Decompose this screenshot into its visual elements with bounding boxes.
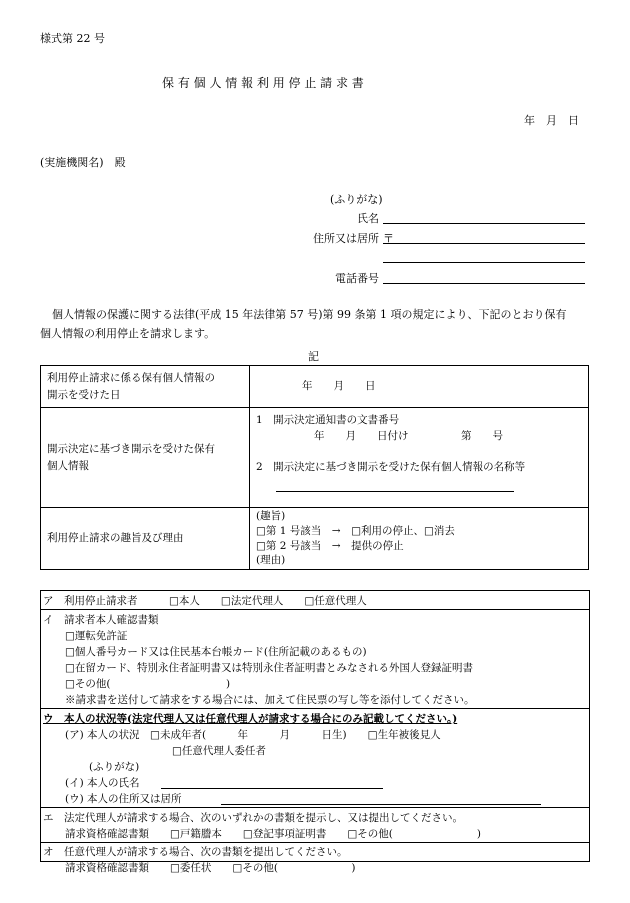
- section-u-heading: ウ 本人の状況等(法定代理人又は任意代理人が請求する場合にのみ記載してください。): [43, 713, 458, 725]
- requester-info-box: [40, 590, 590, 874]
- voluntary-agent-documents[interactable]: 請求資格確認書類 □委任状 □その他( ): [65, 862, 356, 874]
- table-row-purpose-reason: [41, 508, 589, 570]
- intro-text-line-1: 個人情報の保護に関する法律(平成 15 年法律第 57 号)第 99 条第 1 項の規定により、下記のとおり保有: [52, 308, 567, 321]
- row2-label: 開示決定に基づき開示を受けた保有 個人情報: [41, 408, 250, 508]
- row3-label: 利用停止請求の趣旨及び理由: [41, 508, 250, 570]
- section-o-heading: オ 任意代理人が請求する場合、次の書類を提出してください。: [43, 846, 348, 858]
- request-table: [40, 365, 589, 570]
- applicant-address-field-2[interactable]: [383, 262, 585, 263]
- page-title: 保 有 個 人 情 報 利 用 停 止 請 求 書: [162, 76, 364, 90]
- applicant-address-label: 住所又は居所: [313, 232, 379, 245]
- applicant-name-label: 氏名: [357, 212, 379, 225]
- applicant-phone-field[interactable]: [383, 283, 585, 284]
- mail-note: ※請求書を送付して請求をする場合には、加えて住民票の写し等を添付してください。: [65, 694, 475, 706]
- section-e-heading: エ 法定代理人が請求する場合、次のいずれかの書類を提示し、又は提出してください。: [43, 812, 463, 824]
- principal-name-label: (イ) 本人の氏名: [65, 777, 140, 789]
- principal-address-label: (ウ) 本人の住所又は居所: [65, 793, 182, 805]
- checkbox-voluntary-principal[interactable]: □任意代理人委任者: [172, 745, 266, 757]
- checkbox-mynumber-card[interactable]: □個人番号カード又は住民基本台帳カード(住所記載のあるもの): [65, 646, 367, 658]
- divider: [41, 609, 589, 610]
- divider: [41, 842, 589, 843]
- applicant-address-field[interactable]: [383, 243, 585, 244]
- row1-label: 利用停止請求に係る保有個人情報の 開示を受けた日: [41, 366, 250, 408]
- legal-agent-documents[interactable]: 請求資格確認書類 □戸籍謄本 □登記事項証明書 □その他( ): [65, 828, 481, 840]
- form-number: 様式第 22 号: [40, 32, 105, 45]
- addressee: (実施機関名) 殿: [40, 156, 126, 169]
- principal-status-line[interactable]: (ア) 本人の状況 □未成年者( 年 月 日生) □生年被後見人: [65, 729, 441, 741]
- principal-address-field[interactable]: [221, 804, 541, 805]
- checkbox-residence-card[interactable]: □在留カード、特別永住者証明書又は特別永住者証明書とみなされる外国人登録証明書: [65, 662, 473, 674]
- intro-text-line-2: 個人情報の利用停止を請求します。: [40, 327, 216, 340]
- section-i-heading: イ 請求者本人確認書類: [43, 614, 159, 626]
- divider: [41, 708, 589, 709]
- postal-mark: 〒: [383, 232, 394, 245]
- row3-value[interactable]: (趣旨) □第 1 号該当 → □利用の停止、□消去 □第 2 号該当 → 提供の停止 (理由): [250, 508, 589, 570]
- table-row-disclosed-info: [41, 408, 589, 508]
- row2-value[interactable]: 1 開示決定通知書の文書番号 年 月 日付け 第 号 2 開示決定に基づき開示を受けた保有個人情報の名称等: [250, 408, 589, 508]
- checkbox-drivers-license[interactable]: □運転免許証: [65, 630, 128, 642]
- table-row-disclosure-date: [41, 366, 589, 408]
- date-line: 年 月 日: [524, 114, 579, 127]
- info-name-field[interactable]: [276, 485, 514, 492]
- checkbox-other-id[interactable]: □その他( ): [65, 678, 231, 690]
- applicant-name-field[interactable]: [383, 223, 585, 224]
- applicant-furigana-label: (ふりがな): [330, 193, 383, 206]
- principal-name-field[interactable]: [161, 788, 383, 789]
- section-a-line: ア 利用停止請求者 □本人 □法定代理人 □任意代理人: [43, 595, 367, 607]
- ki-heading: 記: [308, 350, 319, 363]
- principal-furigana-label: (ふりがな): [89, 761, 140, 773]
- divider: [41, 807, 589, 808]
- row1-value[interactable]: 年 月 日: [250, 366, 589, 408]
- applicant-phone-label: 電話番号: [335, 272, 379, 285]
